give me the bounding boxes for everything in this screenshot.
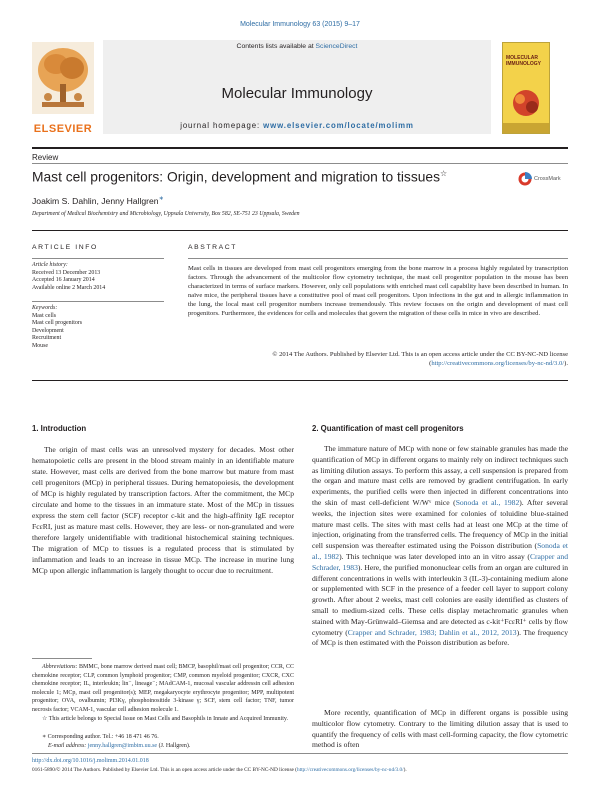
history-item: Accepted 16 January 2014: [32, 277, 95, 284]
keyword: Mast cell progenitors: [32, 320, 83, 327]
license-link[interactable]: http://creativecommons.org/licenses/by-nc-nd/3.0/: [431, 360, 565, 368]
keyword: Development: [32, 327, 64, 334]
history-label: Article history:: [32, 262, 68, 268]
abbreviations-label: Abbreviations:: [42, 664, 78, 670]
crossmark-label: CrossMark: [534, 176, 561, 182]
keywords-rule: [32, 301, 164, 302]
bottom-rule: [32, 753, 568, 754]
authors-text: Joakim S. Dahlin, Jenny Hallgren: [32, 195, 159, 206]
abbreviations: [32, 663, 294, 715]
article-title: [32, 169, 447, 185]
email-link[interactable]: jenny.hallgren@imbim.uu.se: [87, 743, 158, 749]
cover-art-icon: [503, 83, 549, 133]
intro-text: The origin of mast cells was an unresolved mystery for decades. Most other hematopoietic cells are present in the blood stream mainly in an identifiable mature state. However, mast cells are derived from the bone marrow but mature from mast cell progenitors (MCp) in peripheral tissues. During hematopoiesis, the development of MCp is highly regulated by transcription factors. After the commitment, the MCp circulate and home to the tissues in an immature state. Most of the MCp in tissues express the stem cell factor (SCF) receptor c-kit and the high-affinity IgE receptor FcεRI, just as mature mast cells. However, they are less- or non-granulated and were therefore largely unidentifiable with traditional histochemical staining techniques. The migration of MCp to tissues is a regulated process that is stimulated by inflammation and leads to an increase in tissue MCp. The increase in murine lung MCp upon allergic inflammation is largely thought to occur due to recruitment.: [32, 445, 294, 575]
section2-text: ). Here, the purified mononuclear cells from an organ are cultured in different concentrations in wells with interleukin 3 (IL-3)-containing medium alone or supplemented with SCF in the presence of a feeder cell layer to support colony growth. After about 2 weeks, mast cell colonies are easily identified as clusters of small to medium-sized cells. These cells display metachromatic granules when stained with May-Grünwald–Giemsa and are detected as c-kit⁺FcεRI⁺ cells by flow cytometry (: [312, 562, 568, 637]
elsevier-tree-icon: [32, 42, 94, 114]
section2-heading: 2. Quantification of mast cell progenitors: [312, 424, 464, 433]
license-text: © 2014 The Authors. Published by Elsevier Ltd. This is an open access article under the CC BY-NC-ND license (: [272, 351, 568, 368]
journal-citation[interactable]: Molecular Immunology 63 (2015) 9–17: [240, 21, 360, 28]
title-rule: [32, 230, 568, 231]
elsevier-wordmark: ELSEVIER: [33, 123, 93, 135]
citation-link[interactable]: Crapper and Schrader, 1983; Dahlin et al., 2012, 2013: [347, 627, 517, 637]
email-label: E-mail address:: [48, 743, 87, 749]
title-footnote-mark[interactable]: ☆: [439, 169, 448, 178]
citation-link[interactable]: Sonoda et al., 1982: [455, 497, 520, 507]
homepage-label: journal homepage:: [180, 121, 261, 130]
authors: [32, 195, 164, 206]
section2-text: ). This technique was later developed into an in vitro assay (: [339, 551, 530, 561]
section2-text: ). The frequency of MCp is then estimated with the Poisson distribution as before.: [312, 627, 569, 648]
email-name: (J. Hallgren).: [157, 743, 191, 749]
cover-title: MOLECULAR IMMUNOLOGY: [506, 55, 541, 67]
section2-paragraph-1: [312, 444, 568, 649]
crossmark[interactable]: [518, 168, 568, 192]
article-info-rule: [32, 258, 164, 259]
keywords-label: Keywords:: [32, 305, 58, 311]
copyright-line: [32, 766, 572, 775]
section2-paragraph-2: More recently, quantification of MCp in different organs is possible using multicolor flow cytometry. Contrary to the limiting dilution assay that is used to quantify the frequency of cells with mast cell-forming capacity, the flow cytometric method is often: [312, 708, 568, 750]
crossmark-icon: [518, 172, 532, 186]
section-type: Review: [32, 153, 59, 162]
sciencedirect-link[interactable]: ScienceDirect: [315, 43, 358, 50]
email-note: [48, 742, 294, 751]
copyright-text: 0161-5890/© 2014 The Authors. Published by Elsevier Ltd. This is an open access article under the CC BY-NC-ND license (: [32, 767, 297, 773]
intro-heading: 1. Introduction: [32, 424, 87, 433]
license-close: ).: [564, 360, 568, 368]
copyright-close: ).: [403, 767, 407, 773]
abstract-heading: ABSTRACT: [188, 244, 238, 251]
review-rule: [32, 163, 568, 164]
section2-text: ). After several weeks, the injection sites were examined for colonies of toluidine blue-stained mature mast cells. The sites with mast cells had at least one MCp at the time of injection, originating from the transferred cells. The frequency of MCp in the initial cell suspension was thereafter estimated using the Poisson distribution (: [312, 497, 568, 551]
affiliation: Department of Medical Biochemistry and Microbiology, Uppsala University, Box 582, SE-751 23 Uppsala, Sweden: [32, 211, 300, 217]
footnote-rule: [32, 658, 92, 659]
abstract-text: Mast cells in tissues are developed from mast cell progenitors emerging from the bone marrow in a process highly regulated by transcription factors. Through the advancement of the multicolor flow cytometry technique, the mast cell progenitor population in the mouse has been characterized in terms of surface markers. However, only cell populations with enriched mast cell capability have been described in human. In naïve mice, the peripheral tissues have a constitutive pool of mast cell progenitors. Upon infections in the gut and in allergic inflammation in the lung, the local mast cell progenitor numbers increase tremendously. This review focuses on the origin and development of mast cell progenitors. Furthermore, the evidences for cells and molecules that govern the migration of these cells in mice in vivo are described.: [188, 265, 568, 318]
history-block: [32, 262, 164, 292]
article-info-heading: ARTICLE INFO: [32, 244, 98, 251]
journal-homepage: [103, 121, 491, 130]
keyword: Recruitment: [32, 335, 62, 342]
keywords-block: [32, 305, 164, 351]
special-issue-note: ☆ This article belongs to Special Issue on Mast Cells and Basophils in Innate and Acquired Immunity.: [42, 716, 289, 722]
article-title-text: Mast cell progenitors: Origin, development and migration to tissues: [32, 169, 440, 185]
contents-line: [103, 43, 491, 50]
masthead-rule: [32, 147, 568, 149]
history-item: Received 13 December 2013: [32, 269, 101, 276]
keyword: Mast cells: [32, 312, 57, 319]
contents-prefix: Contents lists available at: [236, 43, 314, 50]
abstract-bottom-rule: [32, 380, 568, 381]
homepage-link[interactable]: www.elsevier.com/locate/molimm: [263, 121, 414, 130]
abbreviations-text: BMMC, bone marrow derived mast cell; BMCP, basophil/mast cell progenitor; CCR, CC chemokine receptor; CLP, common lymphoid progenitor; CMP, common myeloid progenitor; CXCR, CXC chemokine receptor; IL, interleukin; lin⁻, lineage⁻; MAdCAM-1, mucosal vascular addressin cell adhesion molecule 1; MCp, mast cell progenitor(s); MEP, megakaryocyte erythrocyte progenitor; MPP, multipotent progenitor; OVA, ovalbumin; PI3Kγ, phosphoinositide 3-kinase γ; SCF, stem cell factor; TNF, tumor necrosis factor; VCAM-1, vascular cell adhesion molecule 1.: [32, 664, 294, 713]
citation-link[interactable]: Crapper and Schrader, 1983: [312, 551, 568, 572]
corresponding-mark[interactable]: ∗: [158, 196, 164, 202]
journal-cover: [502, 42, 550, 134]
doi-link[interactable]: http://dx.doi.org/10.1016/j.molimm.2014.01.018: [32, 758, 149, 764]
masthead-box: [103, 40, 491, 134]
history-item: Available online 2 March 2014: [32, 284, 106, 291]
corresponding-note: ∗ Corresponding author. Tel.: +46 18 471 46 76.: [42, 734, 159, 740]
section2-text: The immature nature of MCp with none or few stainable granules has made the quantification of MCp in different organs to mainly rely on indirect techniques such as limiting dilution assays. To perform this assay, a cell suspension is prepared from the organ and mature mast cells are removed by gradient centrifugation. In early experiments, the purified cells were then injected in different concentrations into the skin of mast cell-deficient W/Wᵛ mice (: [312, 444, 568, 507]
abstract-rule: [188, 258, 568, 259]
elsevier-logo: [32, 42, 94, 135]
copyright-link[interactable]: http://creativecommons.org/licenses/by-nc-nd/3.0/: [296, 767, 404, 773]
citation-link[interactable]: Sonoda et al., 1982: [312, 541, 568, 561]
journal-title: Molecular Immunology: [221, 85, 373, 102]
abstract-license: [188, 350, 568, 368]
keyword: Mouse: [32, 342, 49, 349]
